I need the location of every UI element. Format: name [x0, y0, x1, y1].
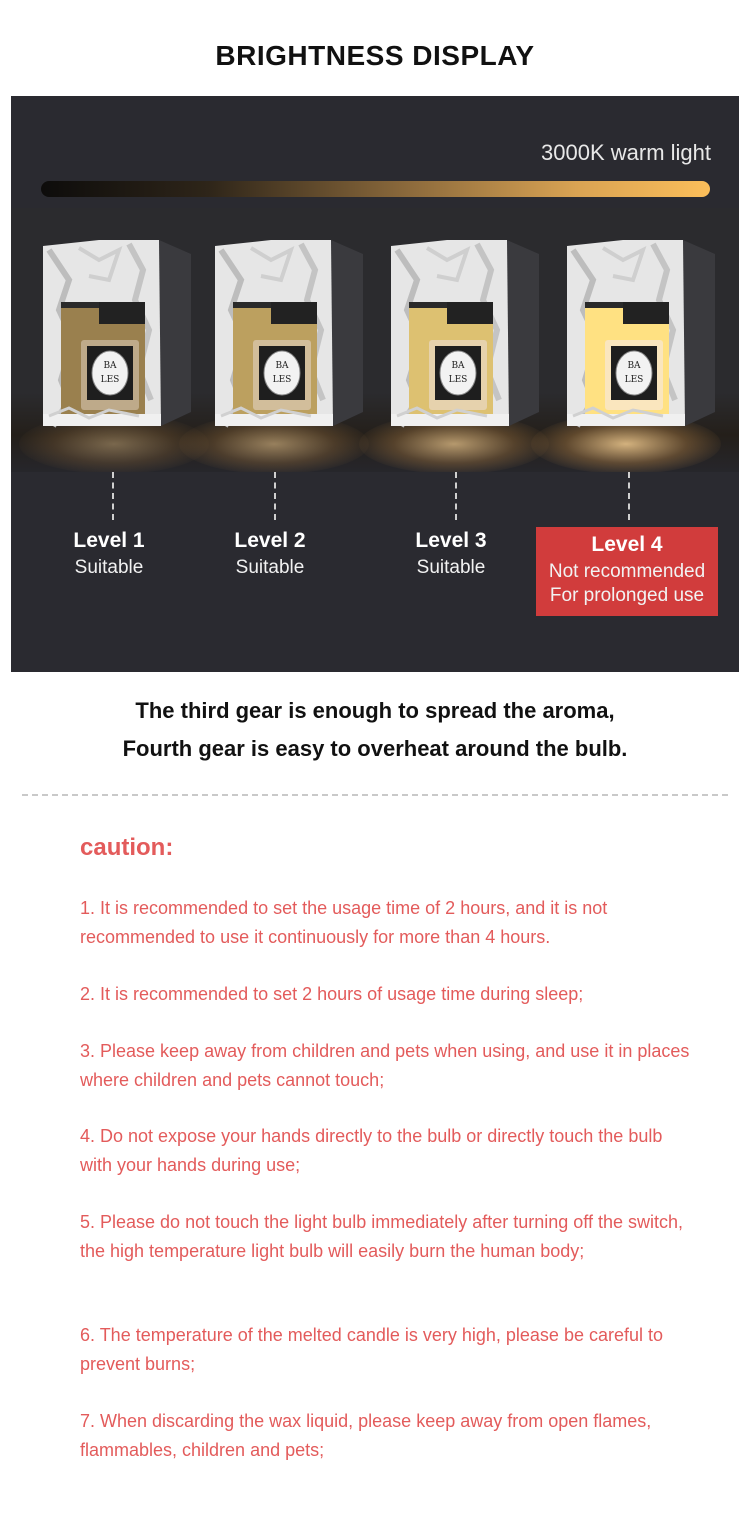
- svg-text:BA: BA: [103, 361, 117, 371]
- svg-text:BA: BA: [627, 361, 641, 371]
- connector-line-4: [628, 472, 630, 520]
- svg-text:LES: LES: [100, 375, 120, 385]
- candle-lamp-1: [39, 240, 191, 436]
- level-3-status: Suitable: [416, 557, 486, 578]
- level-4-status-line2: For prolonged use: [549, 585, 705, 606]
- level-1-name: Level 1: [73, 529, 145, 552]
- svg-text:BA: BA: [275, 361, 289, 371]
- caution-item-1: 1. It is recommended to set the usage time of 2 hours, and it is not recommended to use it continuously for more than 4 hours.: [80, 898, 608, 947]
- svg-text:LES: LES: [448, 375, 468, 385]
- summary-line-1: The third gear is enough to spread the aroma,: [135, 698, 615, 723]
- brightness-panel: [11, 96, 739, 672]
- svg-text:BA: BA: [451, 361, 465, 371]
- candle-lamp-4: [563, 240, 715, 436]
- page-title: BRIGHTNESS DISPLAY: [215, 40, 535, 71]
- level-2-status: Suitable: [235, 557, 305, 578]
- caution-item-2: 2. It is recommended to set 2 hours of usage time during sleep;: [80, 984, 584, 1004]
- lamp-photo-strip: [11, 208, 739, 472]
- level-4-warning: [536, 527, 718, 616]
- level-4-status-line1: Not recommended: [548, 561, 706, 582]
- summary-text: [0, 692, 750, 768]
- level-1: [18, 526, 200, 616]
- level-2-name: Level 2: [234, 529, 306, 552]
- caution-item-6: 6. The temperature of the melted candle is very high, please be careful to prevent burns;: [80, 1325, 664, 1374]
- connector-line-3: [455, 472, 457, 520]
- level-1-status: Suitable: [74, 557, 144, 578]
- candle-lamp-2: [211, 240, 363, 436]
- caution-item-7: 7. When discarding the wax liquid, please keep away from open flames, flammables, children and pets;: [80, 1411, 652, 1460]
- dashed-divider: [22, 794, 728, 796]
- caution-item-3: 3. Please keep away from children and pets when using, and use it in places where children and pets cannot touch;: [80, 1041, 690, 1090]
- connector-line-1: [112, 472, 114, 520]
- warm-light-gradient-bar: [41, 181, 710, 197]
- svg-text:LES: LES: [624, 375, 644, 385]
- level-3: [360, 526, 542, 616]
- connector-line-2: [274, 472, 276, 520]
- temperature-label: 3000K warm light: [541, 140, 711, 165]
- summary-line-2: Fourth gear is easy to overheat around the bulb.: [122, 736, 628, 761]
- level-3-name: Level 3: [415, 529, 487, 552]
- svg-text:LES: LES: [272, 375, 292, 385]
- caution-item-5: 5. Please do not touch the light bulb immediately after turning off the switch, the high temperature light bulb will easily burn the human body;: [80, 1212, 684, 1261]
- level-4-name: Level 4: [591, 533, 663, 556]
- caution-title: caution:: [80, 834, 174, 861]
- caution-item-4: 4. Do not expose your hands directly to the bulb or directly touch the bulb with your hands during use;: [80, 1126, 663, 1175]
- level-2: [179, 526, 361, 616]
- candle-lamp-3: [387, 240, 539, 436]
